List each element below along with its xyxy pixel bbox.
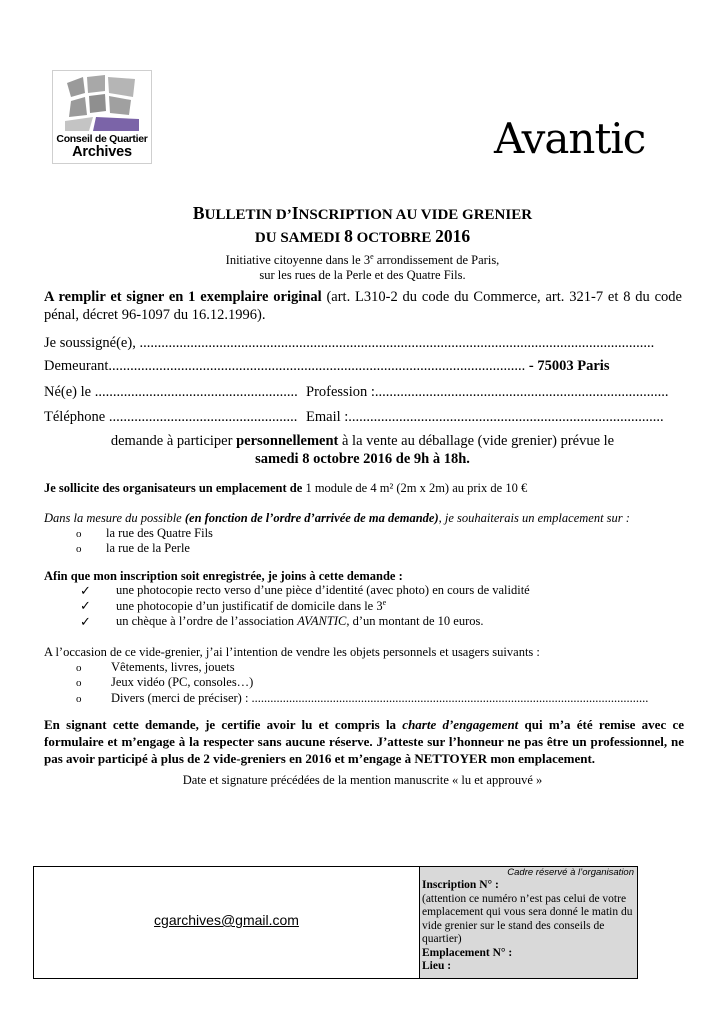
checkbox-circle-icon: o <box>76 693 82 705</box>
sollicite-line: Je sollicite des organisateurs un emplacement de 1 module de 4 m² (2m x 2m) au prix de 10 € <box>44 481 528 495</box>
objects-intro: A l’occasion de ce vide-grenier, j’ai l’intention de vendre les objets personnels et usagers suivants : <box>44 645 540 659</box>
footer-box <box>33 866 638 979</box>
emplacement-label: Emplacement N° : <box>422 946 513 959</box>
field-telephone[interactable]: Téléphone .................................................... <box>44 409 298 425</box>
form-title-line2: DU SAMEDI 8 OCTOBRE 2016 <box>254 226 471 246</box>
field-email[interactable]: Email :....................................................................................... <box>306 409 664 425</box>
checkbox-circle-icon: o <box>76 662 82 674</box>
street-option-perle[interactable]: o la rue de la Perle <box>76 541 190 555</box>
organisation-cell-title: Cadre réservé à l’organisation <box>507 867 634 878</box>
checkmark-icon: ✓ <box>80 598 91 613</box>
preference-line: Dans la mesure du possible (en fonction de l’ordre d’arrivée de ma demande), je souhaiterais un emplacement sur : <box>44 511 630 525</box>
checkbox-circle-icon: o <box>76 677 82 689</box>
field-date-naissance[interactable]: Né(e) le ........................................................ <box>44 384 298 400</box>
document-item-cheque: ✓ un chèque à l’ordre de l’association AVANTIC, d’un montant de 10 euros. <box>80 614 484 629</box>
avantic-logo: Avantic <box>494 114 646 163</box>
subtitle-line1: Initiative citoyenne dans le 3e arrondissement de Paris, <box>225 252 500 268</box>
instructions: A remplir et signer en 1 exemplaire original (art. L310-2 du code du Commerce, art. 321-7 et 8 du code pénal, décret 96-1097 du 16.12.1996). <box>44 289 682 323</box>
signature-note: Date et signature précédées de la mention manuscrite « lu et approuvé » <box>182 773 543 787</box>
certification-text: En signant cette demande, je certifie avoir lu et compris la charte d’engagement qui m’a été remise avec ce formulaire et m’engage à la respecter sans aucune réserve. J’atteste sur l’honneur ne pas être un professionnel, ne pas avoir participé à plus de 2 vide-greniers en 2016 et m’engage à NETTOYER mon emplacement. <box>44 717 684 766</box>
document-item-domicile: ✓ une photocopie d’un justificatif de domicile dans le 3e <box>80 598 387 614</box>
subtitle-line2: sur les rues de la Perle et des Quatre Fils. <box>259 268 466 282</box>
field-soussigne[interactable]: Je soussigné(e), .............................................................................................................................................. <box>44 335 655 351</box>
map-icon <box>63 75 141 133</box>
logo-text-line1: Conseil de Quartier <box>56 133 148 145</box>
documents-heading: Afin que mon inscription soit enregistrée, je joins à cette demande : <box>44 569 403 583</box>
lieu-label: Lieu : <box>422 960 452 972</box>
street-option-quatre-fils[interactable]: o la rue des Quatre Fils <box>76 526 213 540</box>
request-date: samedi 8 octobre 2016 de 9h à 18h. <box>255 451 470 467</box>
object-option-vetements[interactable]: o Vêtements, livres, jouets <box>76 660 235 674</box>
contact-cell <box>34 867 420 978</box>
field-profession[interactable]: Profession :................................................................................. <box>306 384 669 400</box>
organisation-cell <box>420 867 637 978</box>
checkmark-icon: ✓ <box>80 583 91 598</box>
organisation-cell-text <box>422 879 635 974</box>
inscription-label: Inscription N° : <box>422 879 499 891</box>
logo-text-line2: Archives <box>72 144 132 160</box>
object-option-divers[interactable]: o Divers (merci de préciser) : ............................................................................................................................... <box>76 691 649 705</box>
contact-email-link[interactable]: cgarchives@gmail.com <box>154 912 299 928</box>
request-line1: demande à participer personnellement à la vente au déballage (vide grenier) prévue le <box>110 433 615 449</box>
conseil-quartier-logo <box>52 70 152 164</box>
inscription-note: (attention ce numéro n’est pas celui de votre emplacement qui vous sera donné le matin du vide grenier sur le stand des conseils de quartier) <box>422 892 633 945</box>
document-item-identity: ✓ une photocopie recto verso d’une pièce d’identité (avec photo) en cours de validité <box>80 583 530 598</box>
checkbox-circle-icon: o <box>76 528 82 540</box>
field-demeurant[interactable]: Demeurant................................................................................................................... - 75003 Paris <box>44 358 610 374</box>
checkmark-icon: ✓ <box>80 614 91 629</box>
form-title-line1: BULLETIN D’INSCRIPTION AU VIDE GRENIER <box>192 203 533 223</box>
object-option-jeux[interactable]: o Jeux vidéo (PC, consoles…) <box>76 675 254 689</box>
checkbox-circle-icon: o <box>76 543 82 555</box>
